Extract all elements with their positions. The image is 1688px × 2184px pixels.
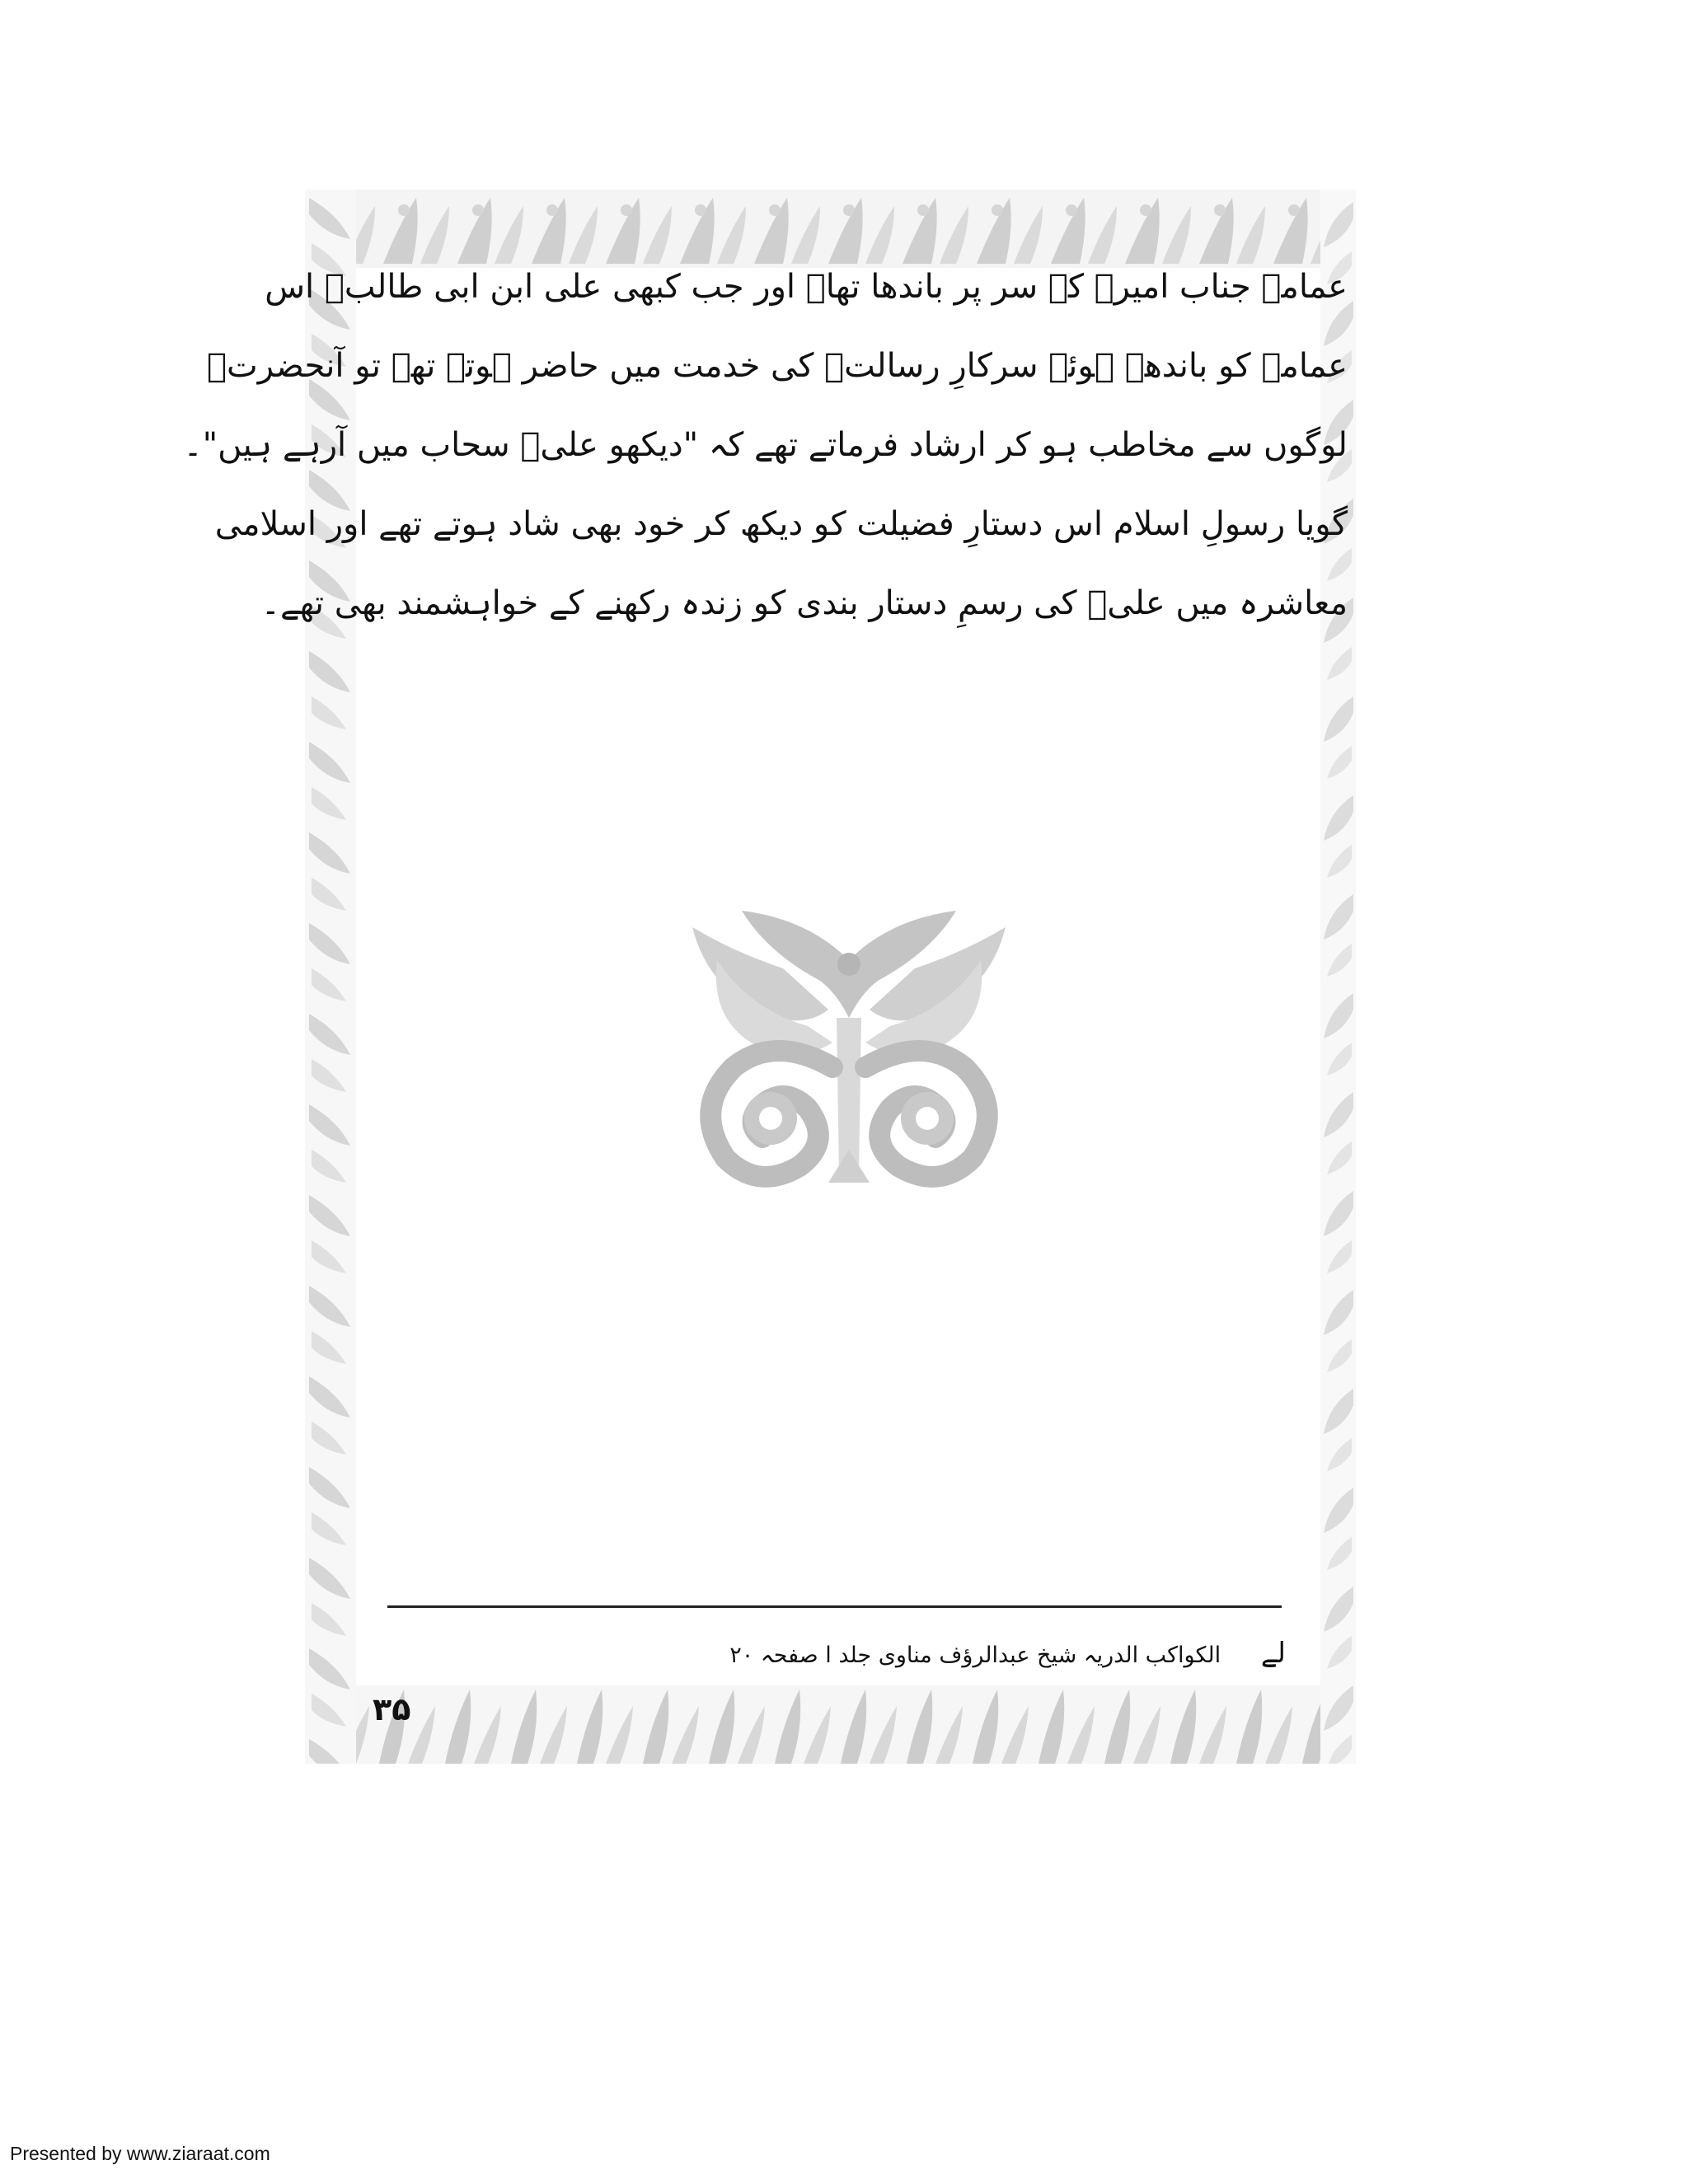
body-line: عمامہ جناب امیرؑ کے سر پر باندھا تھا۔ اور جب کبھی علی ابن ابی طالبؑ اس [265, 268, 1348, 306]
body-line: معاشرہ میں علیؑ کی رسمِ دستار بندی کو زندہ رکھنے کے خواہشمند بھی تھے۔ [260, 584, 1348, 622]
body-line: لوگوں سے مخاطب ہو کر ارشاد فرماتے تھے کہ "دیکھو علیؑ سحاب میں آرہے ہیں"۔ [183, 426, 1348, 464]
ornamental-border-bottom [305, 1685, 1356, 1764]
body-line: عمامے کو باندھے ہوئے سرکارِ رسالتؐ کی خدمت میں حاضر ہوتے تھے تو آنحضرتؐ [207, 347, 1348, 385]
body-paragraph [183, 247, 1348, 643]
page-number: ۳۵ [373, 1691, 411, 1727]
footnote-divider [387, 1605, 1282, 1608]
credit-line: Presented by www.ziaraat.com [10, 2143, 270, 2164]
body-line: گویا رسولِ اسلام اس دستارِ فضیلت کو دیکھ کر خود بھی شاد ہوتے تھے اور اسلامی [214, 505, 1348, 543]
footnote-marker: لے [1260, 1637, 1286, 1670]
footnote [659, 1636, 1286, 1670]
footnote-text: الکواکب الدریہ شیخ عبدالرؤف مناوی جلد ا صفحہ ۲۰ [729, 1643, 1221, 1668]
floral-ornament-icon [643, 902, 1055, 1216]
